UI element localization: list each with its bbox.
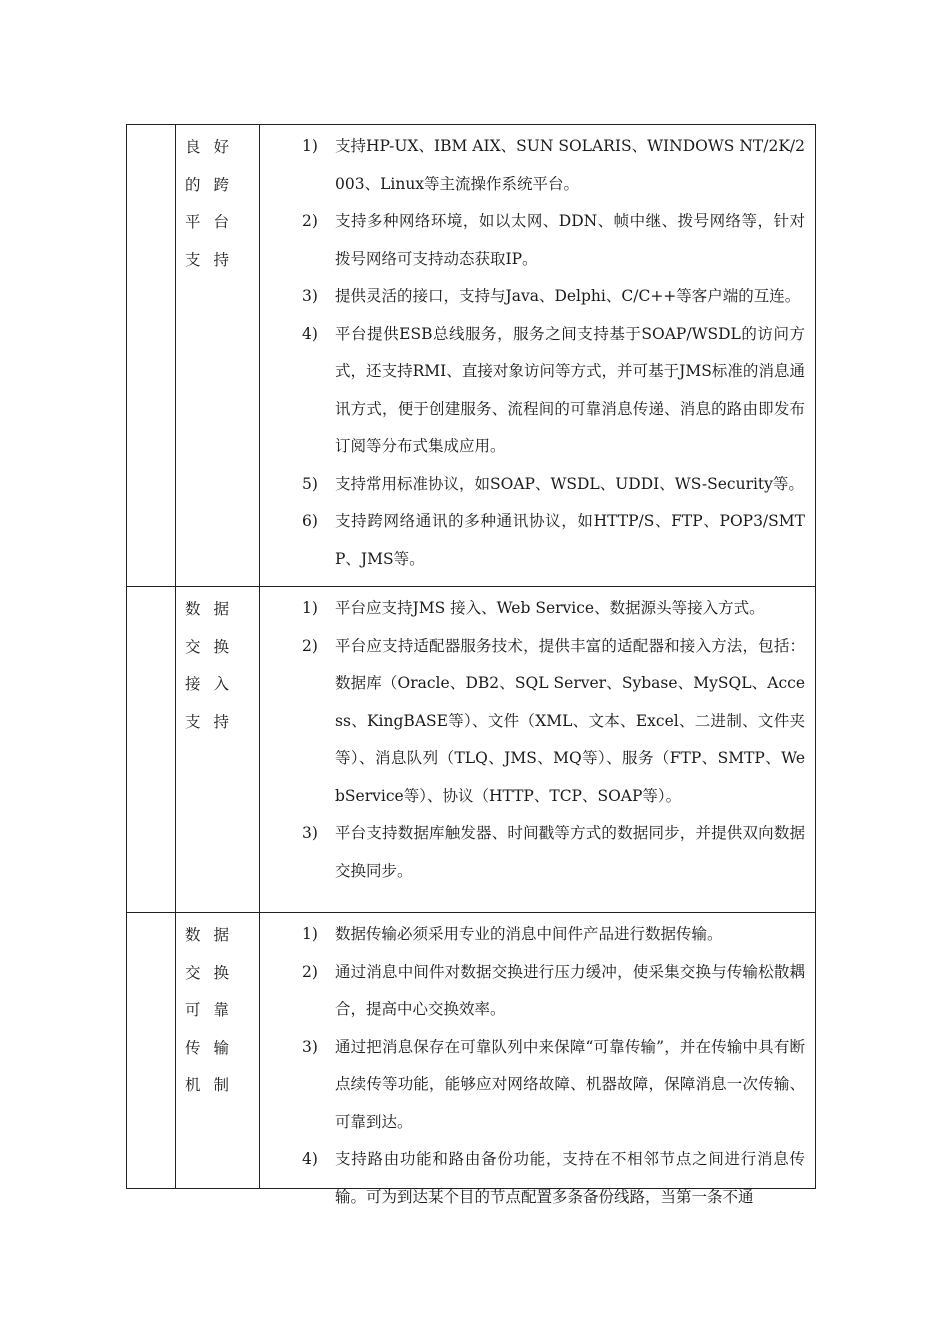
item-list: [260, 587, 815, 890]
list-item: [260, 954, 805, 1029]
item-text: 支持多种网络环境，如以太网、DDN、帧中继、拨号网络等，针对拨号网络可支持动态获取IP。: [335, 212, 805, 268]
item-number: 1): [302, 925, 318, 943]
item-list: [260, 913, 815, 1206]
category-label: 数据交换接入支持: [185, 600, 243, 731]
table-row: [127, 913, 816, 1189]
category-label: 数据交换可靠传输机制: [185, 926, 243, 1094]
blank-cell: [127, 913, 176, 1189]
item-number: 3): [302, 824, 318, 842]
item-text: 数据传输必须采用专业的消息中间件产品进行数据传输。: [335, 925, 723, 943]
item-number: 6): [302, 512, 318, 530]
item-number: 5): [302, 474, 318, 493]
list-item: [260, 815, 805, 890]
item-number: 1): [302, 137, 318, 155]
blank-cell: [127, 125, 176, 587]
category-cell: [176, 587, 260, 913]
item-text: 平台应支持JMS 接入、Web Service、数据源头等接入方式。: [335, 599, 765, 617]
item-text: 支持常用标准协议，如SOAP、WSDL、UDDI、WS-Security等。: [335, 474, 804, 493]
item-text: 平台应支持适配器服务技术，提供丰富的适配器和接入方法，包括：数据库（Oracle、DB2、SQL Server、Sybase、MySQL、Access、KingBASE等）、文件（XML、文本、Excel、二进制、文件夹等）、消息队列（TLQ、JMS、MQ等）、服务（FTP、SMTP、WebService等）、协议（HTTP、TCP、SOAP等）。: [335, 636, 805, 805]
list-item: [260, 916, 805, 954]
item-number: 4): [302, 324, 318, 343]
item-text: 支持跨网络通讯的多种通讯协议，如HTTP/S、FTP、POP3/SMTP、JMS等。: [335, 512, 805, 568]
list-item: [260, 316, 805, 466]
list-item: [260, 278, 805, 316]
item-number: 3): [302, 287, 318, 305]
item-number: 2): [302, 212, 318, 230]
table-row: [127, 125, 816, 587]
item-list: [260, 125, 815, 578]
category-label: 良好的跨平台支持: [185, 138, 243, 269]
item-number: 4): [302, 1150, 318, 1168]
list-item: [260, 590, 805, 628]
list-item: [260, 1141, 805, 1216]
table-row: [127, 587, 816, 913]
blank-cell: [127, 587, 176, 913]
item-text: 提供灵活的接口，支持与Java、Delphi、C/C++等客户端的互连。: [335, 287, 801, 305]
item-text: 通过把消息保存在可靠队列中来保障“可靠传输”，并在传输中具有断点续传等功能，能够应对网络故障、机器故障，保障消息一次传输、可靠到达。: [335, 1037, 805, 1131]
items-cell: [260, 587, 816, 913]
items-cell: [260, 913, 816, 1206]
list-item: [260, 503, 805, 578]
list-item: [260, 466, 805, 504]
list-item: [260, 628, 805, 816]
category-cell: [176, 913, 260, 1189]
item-text: 通过消息中间件对数据交换进行压力缓冲，使采集交换与传输松散耦合，提高中心交换效率。: [335, 962, 805, 1018]
requirements-table: [126, 124, 816, 1206]
items-cell: [260, 125, 816, 587]
item-text: 支持路由功能和路由备份功能，支持在不相邻节点之间进行消息传输。可为到达某个目的节点配置多条备份线路，当第一条不通: [335, 1150, 805, 1206]
list-item: [260, 203, 805, 278]
item-text: 支持HP-UX、IBM AIX、SUN SOLARIS、WINDOWS NT/2K/2003、Linux等主流操作系统平台。: [335, 137, 805, 193]
item-number: 3): [302, 1037, 318, 1056]
item-text: 平台提供ESB总线服务，服务之间支持基于SOAP/WSDL的访问方式，还支持RMI、直接对象访问等方式，并可基于JMS标准的消息通讯方式，便于创建服务、流程间的可靠消息传递、消息的路由即发布订阅等分布式集成应用。: [335, 324, 805, 455]
category-cell: [176, 125, 260, 587]
list-item: [260, 128, 805, 203]
item-text: 平台支持数据库触发器、时间戳等方式的数据同步，并提供双向数据交换同步。: [335, 824, 805, 880]
item-number: 2): [302, 962, 318, 981]
item-number: 1): [302, 599, 318, 617]
item-number: 2): [302, 636, 318, 655]
list-item: [260, 1029, 805, 1142]
